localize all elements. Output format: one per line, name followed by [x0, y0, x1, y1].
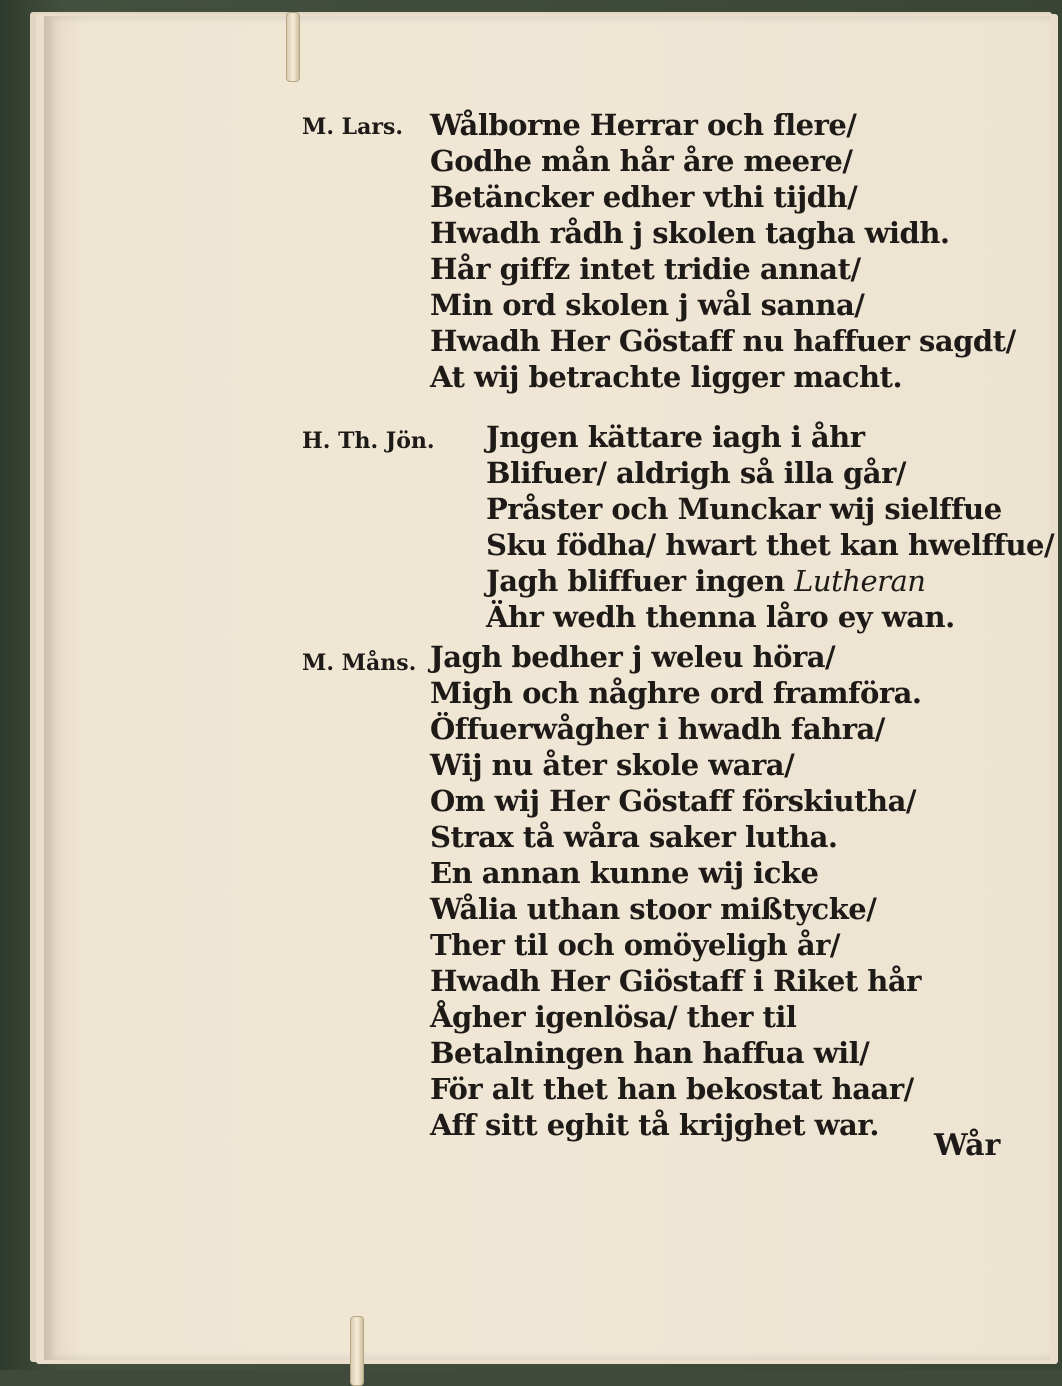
verse-line: Godhe mån hår åre meere/ [430, 144, 853, 178]
verse-line: Hår giffz intet tridie annat/ [430, 252, 861, 286]
book-page [44, 16, 1055, 1360]
verse-line: Betalningen han haffua wil/ [430, 1036, 870, 1070]
verse-line: Ther til och omöyeligh år/ [430, 928, 841, 962]
speaker-label: M. Lars. [302, 114, 404, 140]
verse-line: Blifuer/ aldrigh så illa går/ [486, 456, 906, 490]
verse-line: Om wij Her Göstaff förskiutha/ [430, 784, 916, 818]
verse-line: Wålborne Herrar och flere/ [430, 108, 857, 142]
binding-peg-top [286, 12, 300, 82]
verse-line: Hwadh rådh j skolen tagha widh. [430, 216, 950, 250]
verse-line: Jagh bedher j weleu höra/ [430, 640, 836, 674]
verse-line: Wålia uthan stoor mißtycke/ [430, 892, 877, 926]
catchword: Wår [934, 1128, 1001, 1163]
verse-line: Aff sitt eghit tå krijghet war. [430, 1108, 880, 1142]
verse-line: Ähr wedh thenna låro ey wan. [486, 600, 955, 634]
verse-text: Jagh bliffuer ingen [486, 564, 785, 598]
verse-line: Migh och någhre ord framföra. [430, 676, 922, 710]
verse-line: Wij nu åter skole wara/ [430, 748, 795, 782]
verse-line: För alt thet han bekostat haar/ [430, 1072, 914, 1106]
verse-line: En annan kunne wij icke [430, 856, 819, 890]
binding-peg-bottom [350, 1316, 364, 1386]
verse-line: Jngen kättare iagh i åhr [486, 420, 865, 454]
speaker-label: M. Måns. [302, 650, 417, 676]
verse-line: Hwadh Her Giöstaff i Riket hår [430, 964, 921, 998]
verse-italic-word: Lutheran [794, 564, 926, 598]
verse-line: Sku födha/ hwart thet kan hwelffue/ [486, 528, 1055, 562]
verse-line: Min ord skolen j wål sanna/ [430, 288, 865, 322]
verse-line: Öffuerwågher i hwadh fahra/ [430, 712, 885, 746]
verse-line: Hwadh Her Göstaff nu haffuer sagdt/ [430, 324, 1016, 358]
verse-line: Betäncker edher vthi tijdh/ [430, 180, 858, 214]
verse-line: At wij betrachte ligger macht. [430, 360, 903, 394]
speaker-label: H. Th. Jön. [302, 428, 435, 454]
verse-line: Strax tå wåra saker lutha. [430, 820, 838, 854]
verse-line: Pråster och Munckar wij sielffue [486, 492, 1002, 526]
verse-line: Ågher igenlösa/ ther til [430, 1000, 797, 1034]
verse-line [486, 564, 925, 598]
